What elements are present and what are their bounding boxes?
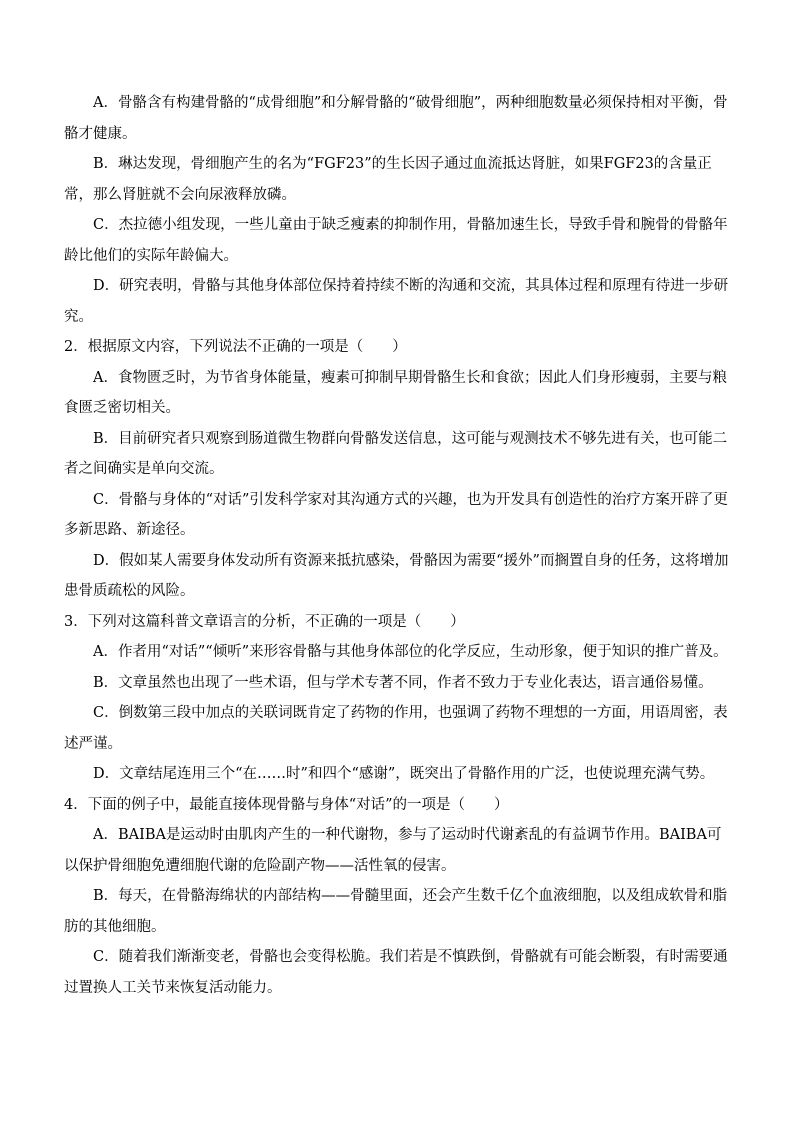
q3-option-d: D．文章结尾连用三个“在……时”和四个“感谢”，既突出了骨骼作用的广泛，也使说理充满气势。 — [93, 766, 715, 782]
q4-option-a: A．BAIBA是运动时由肌肉产生的一种代谢物，参与了运动时代谢紊乱的有益调节作用。BAIBA可以保护骨细胞免遭细胞代谢的危险副产物——活性氧的侵害。 — [64, 827, 722, 874]
question-1-options — [64, 88, 732, 332]
q2-option-c: C．骨骼与身体的“对话”引发科学家对其沟通方式的兴趣，也为开发具有创造性的治疗方案开辟了更多新思路、新途径。 — [64, 491, 728, 538]
question-content — [64, 88, 732, 1003]
q1-option-c: C．杰拉德小组发现，一些儿童由于缺乏瘦素的抑制作用，骨骼加速生长，导致手骨和腕骨的骨骼年龄比他们的实际年龄偏大。 — [64, 217, 728, 264]
q1-option-d: D．研究表明，骨骼与其他身体部位保持着持续不断的沟通和交流，其具体过程和原理有待进一步研究。 — [64, 278, 729, 325]
q3-option-b: B．文章虽然也出现了一些术语，但与学术专著不同，作者不致力于专业化表达，语言通俗易懂。 — [93, 674, 713, 691]
q3-option-a: A．作者用“对话”“倾听”来形容骨骼与其他身体部位的化学反应，生动形象，便于知识的推广普及。 — [93, 644, 728, 660]
q2-option-a: A．食物匮乏时，为节省身体能量，瘦素可抑制早期骨骼生长和食欲；因此人们身形瘦弱，主要与粮食匮乏密切相关。 — [64, 369, 727, 416]
q4-option-c: C．随着我们渐渐变老，骨骼也会变得松脆。我们若是不慎跌倒，骨骼就有可能会断裂，有时需要通过置换人工关节来恢复活动能力。 — [64, 949, 728, 996]
question-2 — [64, 332, 732, 607]
q4-option-b: B．每天，在骨骼海绵状的内部结构——骨髓里面，还会产生数千亿个血液细胞，以及组成软骨和脂肪的其他细胞。 — [64, 888, 728, 935]
q2-stem: 2．根据原文内容，下列说法不正确的一项是（ ） — [64, 339, 407, 355]
q1-option-a: A．骨骼含有构建骨骼的“成骨细胞”和分解骨骼的“破骨细胞”，两种细胞数量必须保持相对平衡，骨骼才健康。 — [64, 95, 728, 142]
question-4 — [64, 790, 732, 1004]
q4-stem: 4．下面的例子中，最能直接体现骨骼与身体“对话”的一项是（ ） — [64, 796, 509, 813]
q3-stem: 3．下列对这篇科普文章语言的分析，不正确的一项是（ ） — [64, 613, 465, 630]
q1-option-b: B．琳达发现，骨细胞产生的名为“FGF23”的生长因子通过血流抵达肾脏，如果FGF23的含量正常，那么肾脏就不会向尿液释放磷。 — [64, 156, 712, 203]
question-3 — [64, 607, 732, 790]
q2-option-d: D．假如某人需要身体发动所有资源来抵抗感染，骨骼因为需要“援外”而搁置自身的任务，这将增加患骨质疏松的风险。 — [64, 552, 729, 599]
q3-option-c: C．倒数第三段中加点的关联词既肯定了药物的作用，也强调了药物不理想的一方面，用语周密，表述严谨。 — [64, 705, 728, 752]
q2-option-b: B．目前研究者只观察到肠道微生物群向骨骼发送信息，这可能与观测技术不够先进有关，也可能二者之间确实是单向交流。 — [64, 430, 728, 477]
